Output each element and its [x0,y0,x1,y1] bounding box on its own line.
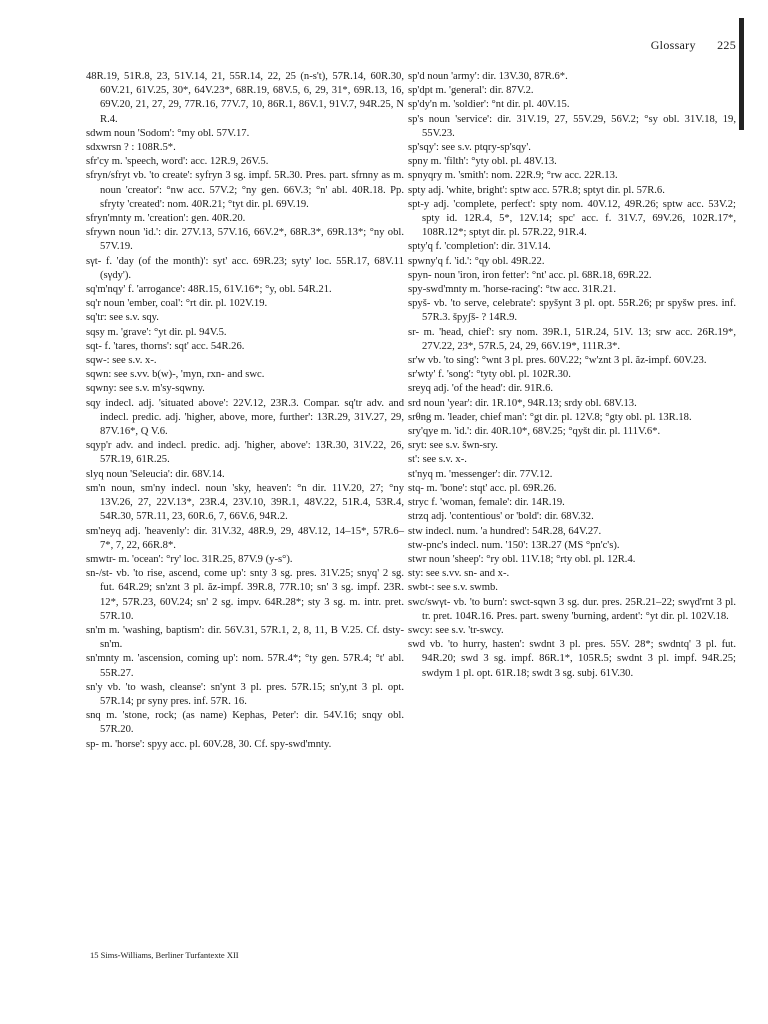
glossary-entry: sqw-: see s.v. x-. [86,355,157,367]
glossary-entry: stryc f. 'woman, female': dir. 14R.19. [408,497,565,509]
footer-signature: 15 Sims-Williams, Berliner Turfantexte XII [90,950,239,960]
glossary-entry: sp'dy'n m. 'soldier': °nt dir. pl. 40V.15. [408,99,570,111]
glossary-entry: swcy: see s.v. 'tr-swcy. [408,624,504,636]
glossary-entry: sdwm noun 'Sodom': °my obl. 57V.17. [86,127,250,139]
glossary-entry: spty'q f. 'completion': dir. 31V.14. [408,241,551,253]
glossary-entry: srd noun 'year': dir. 1R.10*, 94R.13; srdy obl. 68V.13. [408,397,637,409]
glossary-entry: spy-swd'mnty m. 'horse-racing': °tw acc. 31R.21. [408,284,616,296]
glossary-entry: sqt- f. 'tares, thorns': sqt' acc. 54R.26. [86,340,245,352]
glossary-entry: sp'd noun 'army': dir. 13V.30, 87R.6*. [408,71,568,82]
right-column [408,70,736,681]
glossary-entry: sry'qye m. 'id.': dir. 40R.10*, 68V.25; °qyšt dir. pl. 111V.6*. [408,426,661,438]
glossary-entry: stw indecl. num. 'a hundred': 54R.28, 64V.27. [408,525,602,537]
glossary-entry: sn'y vb. 'to wash, cleanse': sn'ynt 3 pl. pres. 57R.15; sn'y,nt 3 pl. opt. 57R.14; pr syny pres. inf. 57R. 16. [86,681,404,707]
glossary-entry: swc/swγt- vb. 'to burn': swct-sqwn 3 sg. dur. pres. 25R.21–22; swγd'rnt 3 pl. tr. pret. 104R.16. Pres. part. sweny 'burning, ardent': °yt dir. pl. 102V.18. [408,596,736,622]
glossary-entry: slyq noun 'Seleucia': dir. 68V.14. [86,468,225,480]
glossary-entry: sqy indecl. adj. 'situated above': 22V.12, 23R.3. Compar. sq'tr adv. and indecl. predic. adj. 'higher, above, more, further': 13R.29, 31V.27, 29, 87V.16*, Q V.6. [86,397,404,438]
glossary-entry: sqsy m. 'grave': °yt dir. pl. 94V.5. [86,326,227,338]
glossary-entry: sp's noun 'service': dir. 31V.19, 27, 55V.29, 56V.2; °sy obl. 31V.18, 19, 55V.23. [408,113,736,139]
glossary-entry: spnyqry m. 'smith': nom. 22R.9; °rw acc. 22R.13. [408,170,618,182]
glossary-entry: sp'dpt m. 'general': dir. 87V.2. [408,85,534,97]
glossary-entry: stw-pnc's indecl. num. '150': 13R.27 (MS °pn'c's). [408,539,620,551]
glossary-entry: sr'wty' f. 'song': °tyty obl. pl. 102R.30. [408,369,571,381]
glossary-entry: snq m. 'stone, rock; (as name) Kephas, Peter': dir. 54V.16; snqy obl. 57R.20. [86,710,404,736]
glossary-entry: spny m. 'filth': °yty obl. pl. 48V.13. [408,156,557,168]
glossary-entry: sfryn'mnty m. 'creation': gen. 40R.20. [86,213,246,225]
glossary-entry: sqwn: see s.vv. b(w)-, 'myn, rxn- and swc. [86,369,265,381]
page-edge-mark [739,18,744,130]
glossary-entry: sqyp'r adv. and indecl. predic. adj. 'higher, above': 13R.30, 31V.22, 26, 57R.19, 61R.25. [86,440,404,466]
glossary-entry: sdxwrsn ? : 108R.5*. [86,142,176,154]
glossary-entry: srθng m. 'leader, chief man': °gt dir. pl. 12V.8; °gty obl. pl. 13R.18. [408,411,692,423]
glossary-entry: sp- m. 'horse': spyy acc. pl. 60V.28, 30. Cf. spy-swd'mnty. [86,738,332,750]
running-head-title: Glossary [650,38,696,52]
glossary-entry: spyš- vb. 'to serve, celebrate': spyšynt 3 pl. opt. 55R.26; pr spyšw pres. inf. 57R.3. špyʃš- ? 14R.9. [408,298,736,324]
glossary-entry: sn'mnty m. 'ascension, coming up': nom. 57R.4*; °ty gen. 57R.4; °t' abl. 55R.27. [86,653,404,679]
glossary-entry: sn'm m. 'washing, baptism': dir. 56V.31, 57R.1, 2, 8, 11, B V.25. Cf. dsty-sn'm. [86,624,404,651]
left-column [86,70,404,752]
glossary-entry: 48R.19, 51R.8, 23, 51V.14, 21, 55R.14, 22, 25 (n-s't), 57R.14, 60R.30, 60V.21, 61V.25, 30*, 64V.23*, 68R.19, 68V.5, 6, 29, 31*, 69R.13, 16, 69V.20, 21, 27, 29, 77R.16, 77V.7, 10, 86R.1, 86V.1, 91V.7, 94R.25, N R.4. [86,71,404,125]
glossary-entry: sγt- f. 'day (of the month)': syt' acc. 69R.23; syty' loc. 55R.17, 68V.11 (sγdy'). [86,255,404,281]
glossary-entry: stq- m. 'bone': stqt' acc. pl. 69R.26. [408,482,557,494]
glossary-entry: spwny'q f. 'id.': °qy obl. 49R.22. [408,255,545,267]
glossary-entry: sty: see s.vv. sn- and x-. [408,568,510,580]
glossary-entry: st': see s.v. x-. [408,454,467,466]
glossary-entry: spyn- noun 'iron, iron fetter': °nt' acc. pl. 68R.18, 69R.22. [408,269,652,281]
glossary-entry: sn-/st- vb. 'to rise, ascend, come up': snty 3 sg. pres. 31V.25; snyq' 2 sg. fut. 64R.29; sn'znt 3 pl. ăz-impf. 39R.8, 77R.10; sn' 3 sg. impf. 23R. 12*, 57R.23, 60V.24; sn' 2 sg. impv. 64R.28*; sty 3 sg. m. intr. pret. 57R.10. [86,568,404,622]
glossary-entry: strzq adj. 'contentious' or 'bold': dir. 68V.32. [408,511,594,523]
glossary-entry: sfr'cy m. 'speech, word': acc. 12R.9, 26V.5. [86,156,269,168]
glossary-entry: sryt: see s.v. šwn-sry. [408,440,498,452]
glossary-entry: st'nyq m. 'messenger': dir. 77V.12. [408,468,553,480]
glossary-entry: swd vb. 'to hurry, hasten': swdnt 3 pl. pres. 55V. 28*; swdntq' 3 pl. fut. 94R.20; swd 3 sg. impf. 86R.1*, 105R.5; swdnt 3 pl. impf. 94R.25; swdym 1 pl. opt. 61R.18; swdt 3 sg. subj. 61V.30. [408,639,736,679]
glossary-entry: spty adj. 'white, bright': sptw acc. 57R.8; sptyt dir. pl. 57R.6. [408,184,665,196]
glossary-entry: sm'neyq adj. 'heavenly': dir. 31V.32, 48R.9, 29, 48V.12, 14–15*, 57R.6–7*, 7, 22, 66R.8*. [86,525,404,551]
glossary-entry: sm'n noun, sm'ny indecl. noun 'sky, heaven': °n dir. 11V.20, 27; °ny 13V.26, 27, 22V.13*, 23R.4, 23V.10, 39R.1, 48V.22, 51R.4, 53R.4, 54R.30, 57R.11, 23, 60R.6, 7, 66V.6, 94R.2. [86,482,404,523]
glossary-entry: spt-y adj. 'complete, perfect': spty nom. 40V.12, 49R.26; sptw acc. 53V.2; spty id. 12R.4, 5*, 12V.14; spc' acc. f. 31V.7, 69V.26, 102R.17*, 108R.12*; sptyt dir. pl. 57R.22, 91R.4. [408,198,736,239]
glossary-entry: sfryn/sfryt vb. 'to create': syfryn 3 sg. impf. 5R.30. Pres. part. sfrnny as m. noun 'creator': °nw acc. 57V.2; °ny gen. 66V.3; °n' abl. 40R.18. Pp. sfryty 'created': nom. 40R.21; °tyt dir. pl. 69V.19. [86,170,404,210]
glossary-entry: sq'tr: see s.v. sqy. [86,312,159,324]
page-number: 225 [717,38,736,52]
running-head [633,38,736,53]
glossary-entry: sreyq adj. 'of the head': dir. 91R.6. [408,383,554,395]
glossary-entry: sq'm'nqy' f. 'arrogance': 48R.15, 61V.16*; °y, obl. 54R.21. [86,284,332,296]
glossary-entry: sfrywn noun 'id.': dir. 27V.13, 57V.16, 66V.2*, 68R.3*, 69R.13*; °ny obl. 57V.19. [86,227,404,253]
glossary-entry: sr'w vb. 'to sing': °wnt 3 pl. pres. 60V.22; °w'znt 3 pl. ăz-impf. 60V.23. [408,355,707,367]
glossary-entry: stwr noun 'sheep': °ry obl. 11V.18; °rty obl. pl. 12R.4. [408,553,636,565]
glossary-entry: smwtr- m. 'ocean': °ry' loc. 31R.25, 87V.9 (y-s°). [86,553,293,565]
glossary-entry: sp'sqy': see s.v. ptqry-sp'sqy'. [408,142,531,154]
glossary-entry: swbt-: see s.v. swmb. [408,582,498,594]
glossary-entry: sqwny: see s.v. m'sy-sqwny. [86,383,205,395]
glossary-page [86,38,736,978]
glossary-entry: sr- m. 'head, chief': sry nom. 39R.1, 51R.24, 51V. 13; srw acc. 26R.19*, 27V.22, 23*, 57R.5, 24, 29, 66V.19*, 111R.3*. [408,326,736,352]
glossary-entry: sq'r noun 'ember, coal': °rt dir. pl. 102V.19. [86,298,268,310]
